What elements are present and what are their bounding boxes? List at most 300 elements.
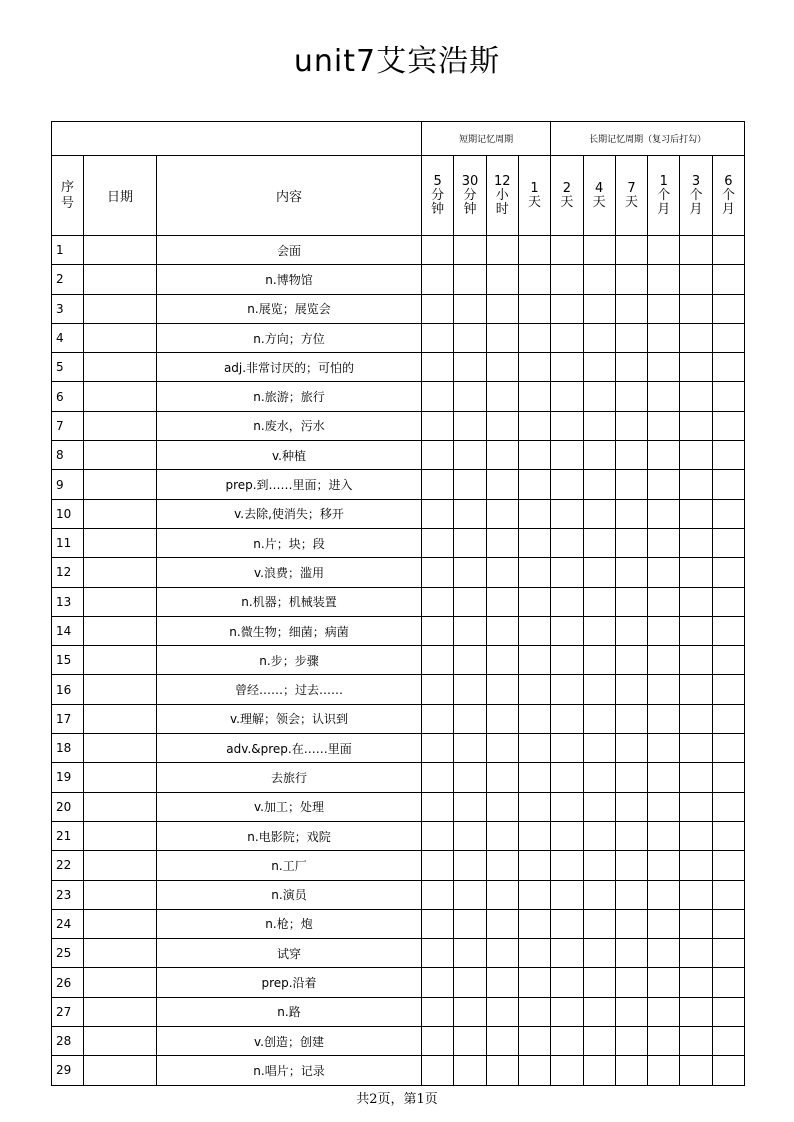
review-check-cell[interactable] bbox=[518, 763, 550, 792]
review-check-cell[interactable] bbox=[712, 939, 744, 968]
review-check-cell[interactable] bbox=[615, 558, 647, 587]
review-check-cell[interactable] bbox=[454, 909, 486, 938]
review-check-cell[interactable] bbox=[551, 236, 583, 265]
review-check-cell[interactable] bbox=[551, 558, 583, 587]
review-check-cell[interactable] bbox=[454, 587, 486, 616]
review-check-cell[interactable] bbox=[454, 851, 486, 880]
review-check-cell[interactable] bbox=[680, 1027, 712, 1056]
review-check-cell[interactable] bbox=[583, 968, 615, 997]
review-check-cell[interactable] bbox=[712, 382, 744, 411]
review-check-cell[interactable] bbox=[680, 880, 712, 909]
review-check-cell[interactable] bbox=[712, 646, 744, 675]
review-check-cell[interactable] bbox=[486, 1056, 518, 1085]
review-check-cell[interactable] bbox=[518, 646, 550, 675]
review-check-cell[interactable] bbox=[518, 909, 550, 938]
review-check-cell[interactable] bbox=[486, 323, 518, 352]
review-check-cell[interactable] bbox=[680, 499, 712, 528]
review-check-cell[interactable] bbox=[551, 734, 583, 763]
review-check-cell[interactable] bbox=[680, 236, 712, 265]
review-check-cell[interactable] bbox=[454, 353, 486, 382]
review-check-cell[interactable] bbox=[712, 997, 744, 1026]
review-check-cell[interactable] bbox=[712, 1056, 744, 1085]
date-cell[interactable] bbox=[84, 734, 157, 763]
date-cell[interactable] bbox=[84, 939, 157, 968]
review-check-cell[interactable] bbox=[583, 353, 615, 382]
review-check-cell[interactable] bbox=[454, 323, 486, 352]
review-check-cell[interactable] bbox=[615, 265, 647, 294]
review-check-cell[interactable] bbox=[615, 939, 647, 968]
review-check-cell[interactable] bbox=[551, 880, 583, 909]
review-check-cell[interactable] bbox=[422, 236, 454, 265]
review-check-cell[interactable] bbox=[551, 821, 583, 850]
review-check-cell[interactable] bbox=[615, 587, 647, 616]
review-check-cell[interactable] bbox=[583, 1056, 615, 1085]
review-check-cell[interactable] bbox=[486, 704, 518, 733]
review-check-cell[interactable] bbox=[583, 441, 615, 470]
review-check-cell[interactable] bbox=[680, 1056, 712, 1085]
review-check-cell[interactable] bbox=[615, 499, 647, 528]
review-check-cell[interactable] bbox=[712, 763, 744, 792]
review-check-cell[interactable] bbox=[583, 939, 615, 968]
date-cell[interactable] bbox=[84, 646, 157, 675]
review-check-cell[interactable] bbox=[712, 851, 744, 880]
review-check-cell[interactable] bbox=[680, 558, 712, 587]
review-check-cell[interactable] bbox=[583, 587, 615, 616]
review-check-cell[interactable] bbox=[454, 528, 486, 557]
review-check-cell[interactable] bbox=[518, 294, 550, 323]
review-check-cell[interactable] bbox=[454, 411, 486, 440]
review-check-cell[interactable] bbox=[680, 411, 712, 440]
review-check-cell[interactable] bbox=[583, 616, 615, 645]
review-check-cell[interactable] bbox=[680, 734, 712, 763]
review-check-cell[interactable] bbox=[648, 763, 680, 792]
date-cell[interactable] bbox=[84, 470, 157, 499]
review-check-cell[interactable] bbox=[648, 323, 680, 352]
review-check-cell[interactable] bbox=[648, 1027, 680, 1056]
review-check-cell[interactable] bbox=[486, 851, 518, 880]
review-check-cell[interactable] bbox=[454, 470, 486, 499]
review-check-cell[interactable] bbox=[583, 499, 615, 528]
review-check-cell[interactable] bbox=[712, 1027, 744, 1056]
date-cell[interactable] bbox=[84, 587, 157, 616]
review-check-cell[interactable] bbox=[518, 734, 550, 763]
review-check-cell[interactable] bbox=[486, 792, 518, 821]
review-check-cell[interactable] bbox=[518, 675, 550, 704]
review-check-cell[interactable] bbox=[422, 353, 454, 382]
review-check-cell[interactable] bbox=[615, 968, 647, 997]
review-check-cell[interactable] bbox=[648, 353, 680, 382]
date-cell[interactable] bbox=[84, 880, 157, 909]
review-check-cell[interactable] bbox=[454, 792, 486, 821]
review-check-cell[interactable] bbox=[486, 382, 518, 411]
review-check-cell[interactable] bbox=[422, 792, 454, 821]
review-check-cell[interactable] bbox=[648, 265, 680, 294]
review-check-cell[interactable] bbox=[583, 236, 615, 265]
review-check-cell[interactable] bbox=[454, 1027, 486, 1056]
review-check-cell[interactable] bbox=[551, 265, 583, 294]
review-check-cell[interactable] bbox=[615, 528, 647, 557]
date-cell[interactable] bbox=[84, 323, 157, 352]
review-check-cell[interactable] bbox=[648, 851, 680, 880]
review-check-cell[interactable] bbox=[422, 880, 454, 909]
review-check-cell[interactable] bbox=[422, 323, 454, 352]
review-check-cell[interactable] bbox=[615, 704, 647, 733]
review-check-cell[interactable] bbox=[648, 470, 680, 499]
date-cell[interactable] bbox=[84, 704, 157, 733]
review-check-cell[interactable] bbox=[551, 382, 583, 411]
review-check-cell[interactable] bbox=[583, 265, 615, 294]
review-check-cell[interactable] bbox=[615, 323, 647, 352]
review-check-cell[interactable] bbox=[583, 558, 615, 587]
review-check-cell[interactable] bbox=[680, 441, 712, 470]
review-check-cell[interactable] bbox=[518, 616, 550, 645]
review-check-cell[interactable] bbox=[615, 997, 647, 1026]
review-check-cell[interactable] bbox=[583, 704, 615, 733]
review-check-cell[interactable] bbox=[615, 411, 647, 440]
review-check-cell[interactable] bbox=[680, 909, 712, 938]
review-check-cell[interactable] bbox=[712, 353, 744, 382]
review-check-cell[interactable] bbox=[486, 997, 518, 1026]
review-check-cell[interactable] bbox=[422, 763, 454, 792]
date-cell[interactable] bbox=[84, 851, 157, 880]
review-check-cell[interactable] bbox=[422, 734, 454, 763]
review-check-cell[interactable] bbox=[648, 909, 680, 938]
review-check-cell[interactable] bbox=[422, 675, 454, 704]
review-check-cell[interactable] bbox=[551, 792, 583, 821]
review-check-cell[interactable] bbox=[712, 558, 744, 587]
review-check-cell[interactable] bbox=[712, 294, 744, 323]
review-check-cell[interactable] bbox=[518, 587, 550, 616]
review-check-cell[interactable] bbox=[486, 470, 518, 499]
review-check-cell[interactable] bbox=[422, 528, 454, 557]
review-check-cell[interactable] bbox=[680, 968, 712, 997]
review-check-cell[interactable] bbox=[648, 587, 680, 616]
review-check-cell[interactable] bbox=[583, 997, 615, 1026]
review-check-cell[interactable] bbox=[551, 704, 583, 733]
review-check-cell[interactable] bbox=[680, 646, 712, 675]
review-check-cell[interactable] bbox=[712, 441, 744, 470]
review-check-cell[interactable] bbox=[583, 763, 615, 792]
review-check-cell[interactable] bbox=[454, 294, 486, 323]
date-cell[interactable] bbox=[84, 763, 157, 792]
review-check-cell[interactable] bbox=[518, 1056, 550, 1085]
review-check-cell[interactable] bbox=[454, 236, 486, 265]
review-check-cell[interactable] bbox=[712, 675, 744, 704]
review-check-cell[interactable] bbox=[615, 382, 647, 411]
review-check-cell[interactable] bbox=[486, 441, 518, 470]
review-check-cell[interactable] bbox=[648, 1056, 680, 1085]
review-check-cell[interactable] bbox=[648, 558, 680, 587]
date-cell[interactable] bbox=[84, 441, 157, 470]
review-check-cell[interactable] bbox=[551, 1027, 583, 1056]
review-check-cell[interactable] bbox=[680, 382, 712, 411]
review-check-cell[interactable] bbox=[712, 821, 744, 850]
review-check-cell[interactable] bbox=[422, 616, 454, 645]
review-check-cell[interactable] bbox=[583, 323, 615, 352]
review-check-cell[interactable] bbox=[712, 499, 744, 528]
review-check-cell[interactable] bbox=[454, 997, 486, 1026]
review-check-cell[interactable] bbox=[518, 968, 550, 997]
review-check-cell[interactable] bbox=[486, 353, 518, 382]
review-check-cell[interactable] bbox=[712, 704, 744, 733]
review-check-cell[interactable] bbox=[648, 646, 680, 675]
date-cell[interactable] bbox=[84, 353, 157, 382]
date-cell[interactable] bbox=[84, 792, 157, 821]
review-check-cell[interactable] bbox=[680, 997, 712, 1026]
review-check-cell[interactable] bbox=[486, 499, 518, 528]
date-cell[interactable] bbox=[84, 821, 157, 850]
review-check-cell[interactable] bbox=[712, 792, 744, 821]
review-check-cell[interactable] bbox=[615, 646, 647, 675]
review-check-cell[interactable] bbox=[486, 411, 518, 440]
review-check-cell[interactable] bbox=[486, 236, 518, 265]
review-check-cell[interactable] bbox=[454, 558, 486, 587]
review-check-cell[interactable] bbox=[551, 441, 583, 470]
review-check-cell[interactable] bbox=[454, 734, 486, 763]
review-check-cell[interactable] bbox=[551, 968, 583, 997]
review-check-cell[interactable] bbox=[422, 382, 454, 411]
review-check-cell[interactable] bbox=[680, 763, 712, 792]
review-check-cell[interactable] bbox=[454, 441, 486, 470]
review-check-cell[interactable] bbox=[486, 294, 518, 323]
review-check-cell[interactable] bbox=[615, 880, 647, 909]
review-check-cell[interactable] bbox=[680, 675, 712, 704]
review-check-cell[interactable] bbox=[680, 939, 712, 968]
date-cell[interactable] bbox=[84, 1027, 157, 1056]
review-check-cell[interactable] bbox=[712, 587, 744, 616]
review-check-cell[interactable] bbox=[583, 294, 615, 323]
review-check-cell[interactable] bbox=[422, 968, 454, 997]
review-check-cell[interactable] bbox=[615, 851, 647, 880]
review-check-cell[interactable] bbox=[680, 323, 712, 352]
review-check-cell[interactable] bbox=[648, 734, 680, 763]
review-check-cell[interactable] bbox=[518, 499, 550, 528]
review-check-cell[interactable] bbox=[551, 470, 583, 499]
date-cell[interactable] bbox=[84, 265, 157, 294]
review-check-cell[interactable] bbox=[551, 997, 583, 1026]
review-check-cell[interactable] bbox=[583, 528, 615, 557]
review-check-cell[interactable] bbox=[583, 909, 615, 938]
review-check-cell[interactable] bbox=[518, 851, 550, 880]
review-check-cell[interactable] bbox=[583, 675, 615, 704]
date-cell[interactable] bbox=[84, 909, 157, 938]
review-check-cell[interactable] bbox=[712, 236, 744, 265]
review-check-cell[interactable] bbox=[680, 294, 712, 323]
review-check-cell[interactable] bbox=[422, 499, 454, 528]
review-check-cell[interactable] bbox=[454, 968, 486, 997]
review-check-cell[interactable] bbox=[486, 675, 518, 704]
review-check-cell[interactable] bbox=[486, 587, 518, 616]
review-check-cell[interactable] bbox=[712, 323, 744, 352]
review-check-cell[interactable] bbox=[648, 499, 680, 528]
review-check-cell[interactable] bbox=[551, 353, 583, 382]
date-cell[interactable] bbox=[84, 1056, 157, 1085]
review-check-cell[interactable] bbox=[422, 558, 454, 587]
review-check-cell[interactable] bbox=[486, 763, 518, 792]
review-check-cell[interactable] bbox=[712, 909, 744, 938]
review-check-cell[interactable] bbox=[454, 763, 486, 792]
review-check-cell[interactable] bbox=[615, 734, 647, 763]
review-check-cell[interactable] bbox=[712, 265, 744, 294]
review-check-cell[interactable] bbox=[551, 1056, 583, 1085]
review-check-cell[interactable] bbox=[454, 880, 486, 909]
review-check-cell[interactable] bbox=[712, 411, 744, 440]
review-check-cell[interactable] bbox=[518, 704, 550, 733]
review-check-cell[interactable] bbox=[648, 968, 680, 997]
review-check-cell[interactable] bbox=[551, 851, 583, 880]
review-check-cell[interactable] bbox=[712, 528, 744, 557]
review-check-cell[interactable] bbox=[454, 265, 486, 294]
review-check-cell[interactable] bbox=[454, 1056, 486, 1085]
review-check-cell[interactable] bbox=[615, 821, 647, 850]
review-check-cell[interactable] bbox=[422, 704, 454, 733]
review-check-cell[interactable] bbox=[518, 997, 550, 1026]
review-check-cell[interactable] bbox=[648, 441, 680, 470]
review-check-cell[interactable] bbox=[551, 939, 583, 968]
review-check-cell[interactable] bbox=[454, 616, 486, 645]
review-check-cell[interactable] bbox=[422, 909, 454, 938]
review-check-cell[interactable] bbox=[518, 441, 550, 470]
review-check-cell[interactable] bbox=[454, 382, 486, 411]
review-check-cell[interactable] bbox=[648, 236, 680, 265]
review-check-cell[interactable] bbox=[486, 528, 518, 557]
review-check-cell[interactable] bbox=[518, 470, 550, 499]
review-check-cell[interactable] bbox=[648, 616, 680, 645]
review-check-cell[interactable] bbox=[422, 294, 454, 323]
review-check-cell[interactable] bbox=[583, 734, 615, 763]
review-check-cell[interactable] bbox=[454, 821, 486, 850]
review-check-cell[interactable] bbox=[422, 821, 454, 850]
review-check-cell[interactable] bbox=[486, 616, 518, 645]
date-cell[interactable] bbox=[84, 675, 157, 704]
review-check-cell[interactable] bbox=[422, 441, 454, 470]
review-check-cell[interactable] bbox=[648, 704, 680, 733]
review-check-cell[interactable] bbox=[648, 382, 680, 411]
review-check-cell[interactable] bbox=[454, 939, 486, 968]
review-check-cell[interactable] bbox=[583, 411, 615, 440]
review-check-cell[interactable] bbox=[615, 1056, 647, 1085]
review-check-cell[interactable] bbox=[486, 909, 518, 938]
date-cell[interactable] bbox=[84, 616, 157, 645]
review-check-cell[interactable] bbox=[551, 909, 583, 938]
review-check-cell[interactable] bbox=[486, 734, 518, 763]
date-cell[interactable] bbox=[84, 997, 157, 1026]
review-check-cell[interactable] bbox=[583, 792, 615, 821]
review-check-cell[interactable] bbox=[486, 558, 518, 587]
review-check-cell[interactable] bbox=[551, 646, 583, 675]
review-check-cell[interactable] bbox=[551, 294, 583, 323]
review-check-cell[interactable] bbox=[422, 646, 454, 675]
review-check-cell[interactable] bbox=[712, 734, 744, 763]
review-check-cell[interactable] bbox=[486, 968, 518, 997]
review-check-cell[interactable] bbox=[648, 939, 680, 968]
review-check-cell[interactable] bbox=[454, 675, 486, 704]
review-check-cell[interactable] bbox=[583, 382, 615, 411]
review-check-cell[interactable] bbox=[551, 323, 583, 352]
date-cell[interactable] bbox=[84, 558, 157, 587]
review-check-cell[interactable] bbox=[551, 411, 583, 440]
review-check-cell[interactable] bbox=[583, 851, 615, 880]
date-cell[interactable] bbox=[84, 294, 157, 323]
review-check-cell[interactable] bbox=[518, 528, 550, 557]
review-check-cell[interactable] bbox=[486, 880, 518, 909]
review-check-cell[interactable] bbox=[422, 265, 454, 294]
review-check-cell[interactable] bbox=[486, 939, 518, 968]
review-check-cell[interactable] bbox=[518, 353, 550, 382]
review-check-cell[interactable] bbox=[551, 499, 583, 528]
date-cell[interactable] bbox=[84, 382, 157, 411]
review-check-cell[interactable] bbox=[551, 763, 583, 792]
date-cell[interactable] bbox=[84, 528, 157, 557]
review-check-cell[interactable] bbox=[615, 470, 647, 499]
review-check-cell[interactable] bbox=[422, 939, 454, 968]
review-check-cell[interactable] bbox=[648, 528, 680, 557]
date-cell[interactable] bbox=[84, 411, 157, 440]
review-check-cell[interactable] bbox=[422, 411, 454, 440]
review-check-cell[interactable] bbox=[422, 1056, 454, 1085]
review-check-cell[interactable] bbox=[615, 792, 647, 821]
review-check-cell[interactable] bbox=[518, 323, 550, 352]
review-check-cell[interactable] bbox=[648, 997, 680, 1026]
review-check-cell[interactable] bbox=[422, 851, 454, 880]
review-check-cell[interactable] bbox=[551, 675, 583, 704]
review-check-cell[interactable] bbox=[615, 353, 647, 382]
review-check-cell[interactable] bbox=[518, 880, 550, 909]
review-check-cell[interactable] bbox=[712, 968, 744, 997]
review-check-cell[interactable] bbox=[615, 616, 647, 645]
date-cell[interactable] bbox=[84, 968, 157, 997]
review-check-cell[interactable] bbox=[680, 792, 712, 821]
review-check-cell[interactable] bbox=[422, 470, 454, 499]
review-check-cell[interactable] bbox=[648, 675, 680, 704]
review-check-cell[interactable] bbox=[648, 880, 680, 909]
review-check-cell[interactable] bbox=[422, 587, 454, 616]
review-check-cell[interactable] bbox=[518, 411, 550, 440]
review-check-cell[interactable] bbox=[454, 499, 486, 528]
review-check-cell[interactable] bbox=[551, 528, 583, 557]
review-check-cell[interactable] bbox=[648, 411, 680, 440]
review-check-cell[interactable] bbox=[486, 265, 518, 294]
review-check-cell[interactable] bbox=[422, 1027, 454, 1056]
review-check-cell[interactable] bbox=[486, 646, 518, 675]
review-check-cell[interactable] bbox=[712, 880, 744, 909]
review-check-cell[interactable] bbox=[615, 909, 647, 938]
review-check-cell[interactable] bbox=[648, 821, 680, 850]
review-check-cell[interactable] bbox=[615, 1027, 647, 1056]
review-check-cell[interactable] bbox=[648, 294, 680, 323]
review-check-cell[interactable] bbox=[615, 441, 647, 470]
review-check-cell[interactable] bbox=[518, 558, 550, 587]
review-check-cell[interactable] bbox=[680, 353, 712, 382]
review-check-cell[interactable] bbox=[680, 704, 712, 733]
review-check-cell[interactable] bbox=[518, 1027, 550, 1056]
review-check-cell[interactable] bbox=[583, 821, 615, 850]
review-check-cell[interactable] bbox=[680, 470, 712, 499]
review-check-cell[interactable] bbox=[583, 646, 615, 675]
review-check-cell[interactable] bbox=[648, 792, 680, 821]
review-check-cell[interactable] bbox=[486, 821, 518, 850]
review-check-cell[interactable] bbox=[486, 1027, 518, 1056]
review-check-cell[interactable] bbox=[518, 792, 550, 821]
review-check-cell[interactable] bbox=[615, 675, 647, 704]
review-check-cell[interactable] bbox=[712, 470, 744, 499]
review-check-cell[interactable] bbox=[518, 382, 550, 411]
review-check-cell[interactable] bbox=[518, 265, 550, 294]
review-check-cell[interactable] bbox=[583, 470, 615, 499]
date-cell[interactable] bbox=[84, 499, 157, 528]
review-check-cell[interactable] bbox=[680, 587, 712, 616]
review-check-cell[interactable] bbox=[680, 616, 712, 645]
